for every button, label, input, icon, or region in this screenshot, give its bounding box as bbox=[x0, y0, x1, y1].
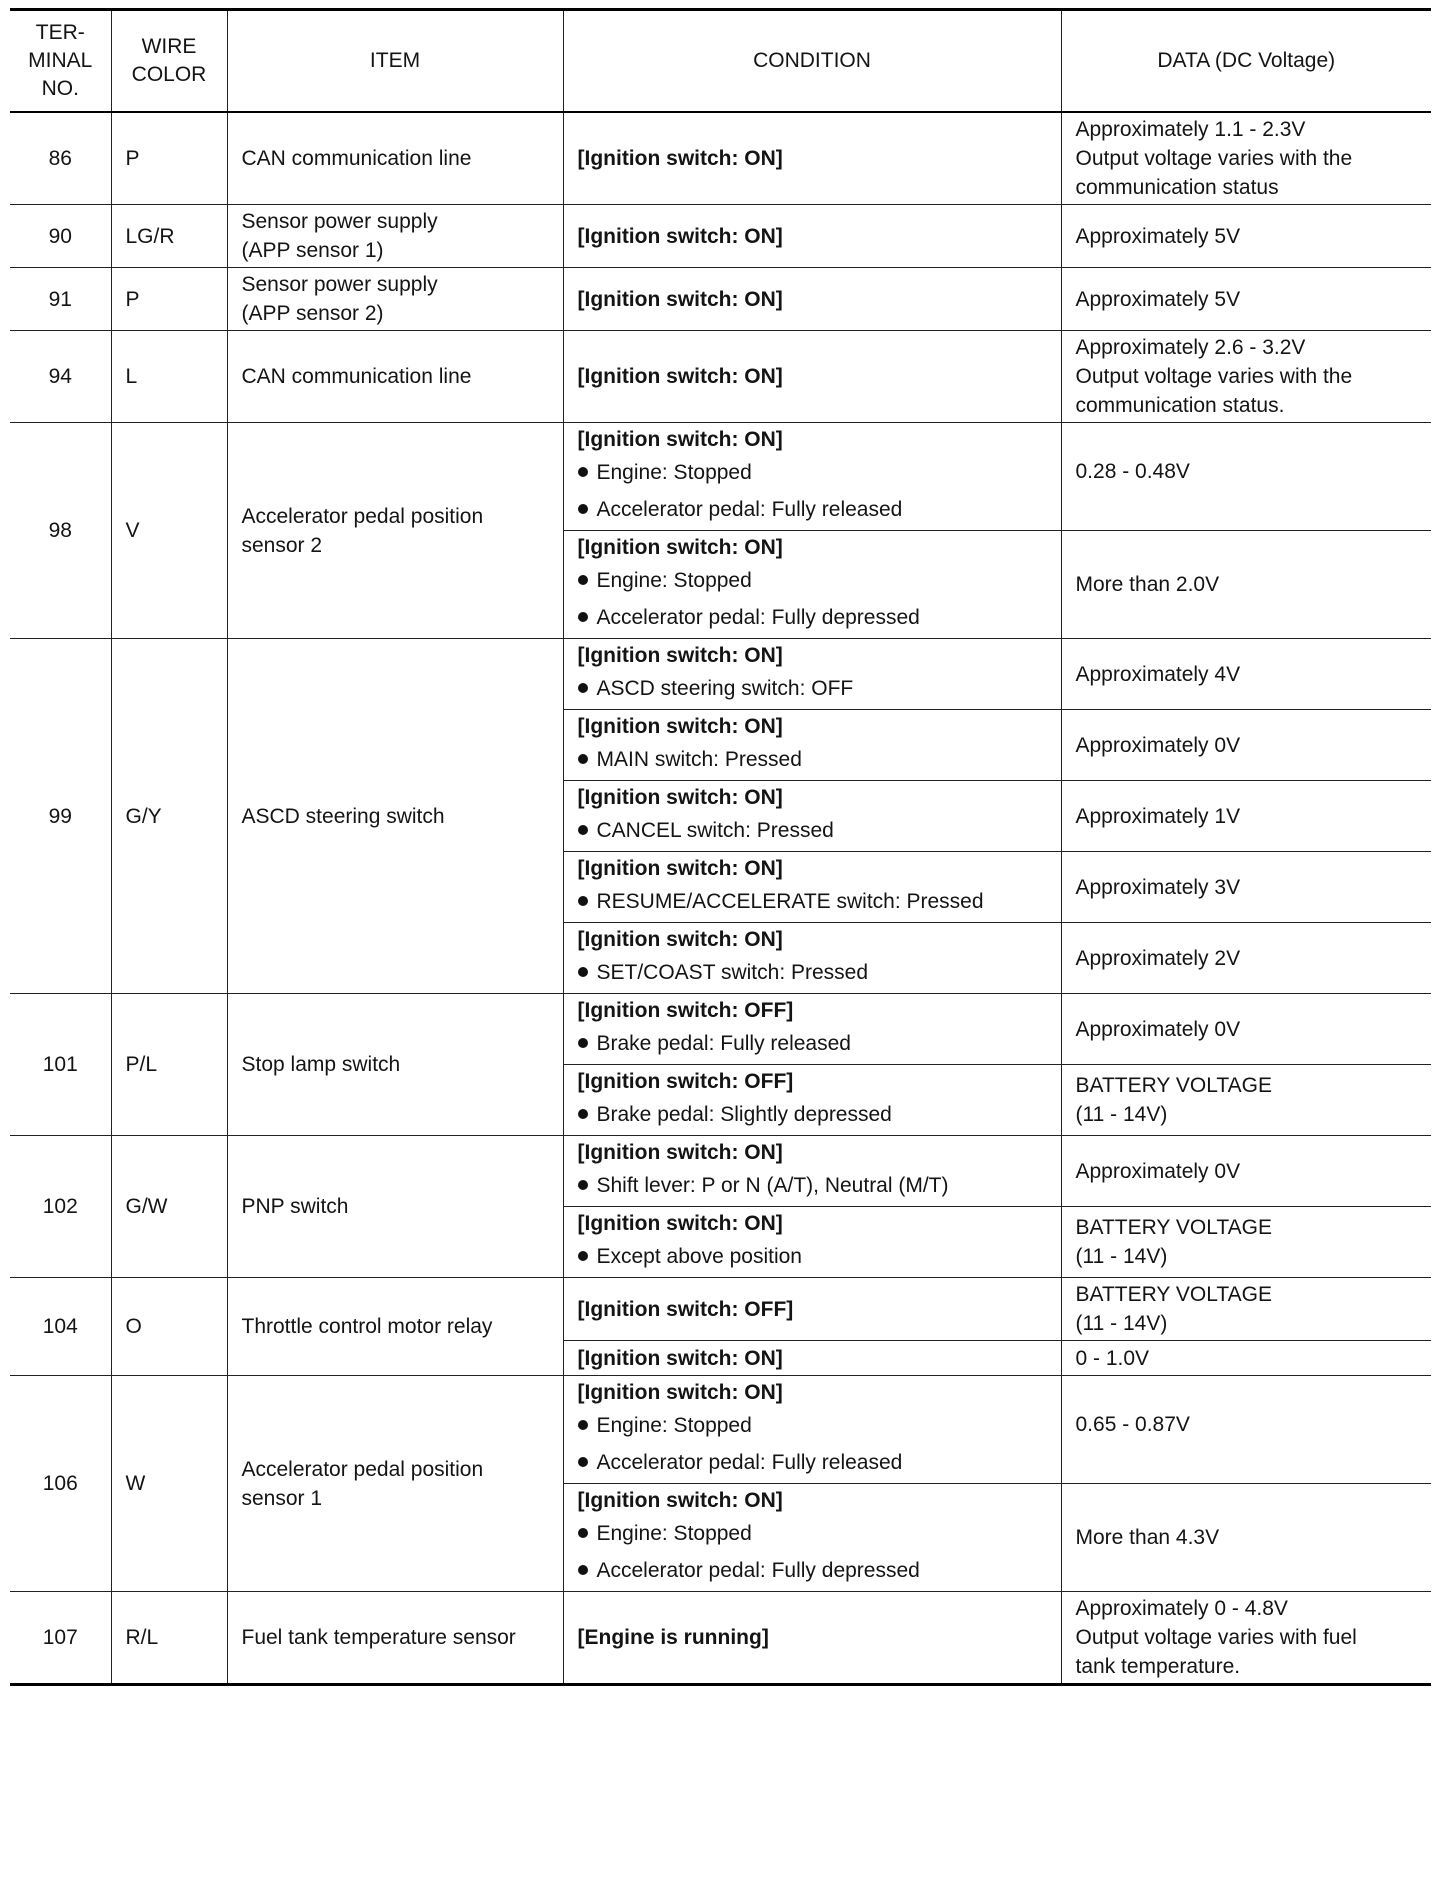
wire-color-cell: P bbox=[111, 112, 227, 205]
condition-heading: [Ignition switch: ON] bbox=[577, 857, 783, 880]
condition-cell bbox=[563, 205, 1061, 268]
ecm-terminal-table bbox=[10, 8, 1431, 1686]
bullet-text: Engine: Stopped bbox=[596, 569, 752, 592]
data-voltage-cell: 0.28 - 0.48V bbox=[1061, 423, 1431, 531]
condition-cell bbox=[563, 112, 1061, 205]
condition-bullet bbox=[578, 1167, 1047, 1204]
wire-color-cell: LG/R bbox=[111, 205, 227, 268]
data-voltage-cell: More than 4.3V bbox=[1061, 1484, 1431, 1592]
data-voltage-cell: Approximately 0V bbox=[1061, 710, 1431, 781]
terminal-table-container bbox=[10, 8, 1431, 1686]
bullet-dot-icon bbox=[578, 1109, 588, 1119]
table-row bbox=[10, 331, 1431, 423]
data-voltage-cell: Approximately 0V bbox=[1061, 994, 1431, 1065]
condition-bullet bbox=[578, 491, 1047, 528]
condition-bullet bbox=[578, 1238, 1047, 1275]
condition-cell bbox=[563, 423, 1061, 531]
terminal-number-cell: 94 bbox=[10, 331, 111, 423]
header-terminal-no: TER- MINAL NO. bbox=[10, 10, 111, 113]
table-row bbox=[10, 1136, 1431, 1207]
header-condition: CONDITION bbox=[563, 10, 1061, 113]
condition-bullet bbox=[578, 954, 1047, 991]
condition-heading: [Ignition switch: ON] bbox=[577, 147, 783, 170]
bullet-text: Engine: Stopped bbox=[596, 461, 752, 484]
condition-heading: [Ignition switch: OFF] bbox=[577, 999, 794, 1022]
bullet-dot-icon bbox=[578, 1038, 588, 1048]
condition-bullet bbox=[578, 562, 1047, 599]
data-voltage-cell: BATTERY VOLTAGE (11 - 14V) bbox=[1061, 1065, 1431, 1136]
bullet-dot-icon bbox=[578, 1420, 588, 1430]
condition-cell bbox=[563, 268, 1061, 331]
terminal-number-cell: 107 bbox=[10, 1592, 111, 1685]
table-row bbox=[10, 1278, 1431, 1341]
item-cell: ASCD steering switch bbox=[227, 639, 563, 994]
condition-cell bbox=[563, 331, 1061, 423]
condition-heading: [Ignition switch: ON] bbox=[577, 1381, 783, 1404]
wire-color-cell: R/L bbox=[111, 1592, 227, 1685]
table-body bbox=[10, 112, 1431, 1685]
condition-heading: [Ignition switch: ON] bbox=[577, 928, 783, 951]
wire-color-cell: O bbox=[111, 1278, 227, 1376]
condition-bullet bbox=[578, 1025, 1047, 1062]
bullet-text: MAIN switch: Pressed bbox=[596, 748, 802, 771]
data-voltage-cell: Approximately 3V bbox=[1061, 852, 1431, 923]
bullet-dot-icon bbox=[578, 1565, 588, 1575]
terminal-number-cell: 86 bbox=[10, 112, 111, 205]
table-row bbox=[10, 639, 1431, 710]
data-voltage-cell: Approximately 2V bbox=[1061, 923, 1431, 994]
terminal-number-cell: 106 bbox=[10, 1376, 111, 1592]
condition-cell bbox=[563, 1207, 1061, 1278]
bullet-text: Brake pedal: Slightly depressed bbox=[596, 1103, 892, 1126]
item-cell: Sensor power supply (APP sensor 1) bbox=[227, 205, 563, 268]
condition-heading: [Ignition switch: OFF] bbox=[577, 1070, 794, 1093]
bullet-text: SET/COAST switch: Pressed bbox=[596, 961, 869, 984]
table-row bbox=[10, 205, 1431, 268]
condition-bullet bbox=[578, 1096, 1047, 1133]
data-voltage-cell: 0.65 - 0.87V bbox=[1061, 1376, 1431, 1484]
condition-cell bbox=[563, 1136, 1061, 1207]
bullet-text: ASCD steering switch: OFF bbox=[596, 677, 854, 700]
bullet-text: Accelerator pedal: Fully depressed bbox=[596, 1559, 920, 1582]
condition-heading: [Engine is running] bbox=[577, 1626, 769, 1649]
condition-heading: [Ignition switch: ON] bbox=[577, 365, 783, 388]
table-row bbox=[10, 994, 1431, 1065]
condition-heading: [Ignition switch: OFF] bbox=[577, 1297, 794, 1321]
bullet-dot-icon bbox=[578, 896, 588, 906]
condition-cell bbox=[563, 781, 1061, 852]
bullet-dot-icon bbox=[578, 1251, 588, 1261]
bullet-text: Accelerator pedal: Fully released bbox=[596, 498, 903, 521]
condition-heading: [Ignition switch: ON] bbox=[577, 428, 783, 451]
bullet-text: Engine: Stopped bbox=[596, 1414, 752, 1437]
table-row bbox=[10, 112, 1431, 205]
terminal-number-cell: 98 bbox=[10, 423, 111, 639]
table-row bbox=[10, 423, 1431, 531]
condition-cell bbox=[563, 852, 1061, 923]
data-voltage-cell: More than 2.0V bbox=[1061, 531, 1431, 639]
header-item: ITEM bbox=[227, 10, 563, 113]
wire-color-cell: L bbox=[111, 331, 227, 423]
bullet-dot-icon bbox=[578, 967, 588, 977]
condition-cell bbox=[563, 994, 1061, 1065]
condition-cell bbox=[563, 923, 1061, 994]
terminal-number-cell: 90 bbox=[10, 205, 111, 268]
wire-color-cell: P/L bbox=[111, 994, 227, 1136]
item-cell: Accelerator pedal position sensor 1 bbox=[227, 1376, 563, 1592]
condition-bullet bbox=[578, 1515, 1047, 1552]
item-cell: Throttle control motor relay bbox=[227, 1278, 563, 1376]
item-cell: PNP switch bbox=[227, 1136, 563, 1278]
condition-cell bbox=[563, 1341, 1061, 1376]
table-row bbox=[10, 1592, 1431, 1685]
data-voltage-cell: Approximately 2.6 - 3.2V Output voltage varies with the communication status. bbox=[1061, 331, 1431, 423]
bullet-dot-icon bbox=[578, 1528, 588, 1538]
condition-cell bbox=[563, 710, 1061, 781]
condition-heading: [Ignition switch: ON] bbox=[577, 786, 783, 809]
condition-heading: [Ignition switch: ON] bbox=[577, 224, 783, 248]
bullet-text: CANCEL switch: Pressed bbox=[596, 819, 834, 842]
data-voltage-cell: Approximately 5V bbox=[1061, 268, 1431, 331]
condition-cell bbox=[563, 1376, 1061, 1484]
condition-heading: [Ignition switch: ON] bbox=[577, 536, 783, 559]
bullet-text: Brake pedal: Fully released bbox=[596, 1032, 851, 1055]
bullet-dot-icon bbox=[578, 575, 588, 585]
table-row bbox=[10, 268, 1431, 331]
data-voltage-cell: Approximately 1V bbox=[1061, 781, 1431, 852]
data-voltage-cell: Approximately 4V bbox=[1061, 639, 1431, 710]
condition-heading: [Ignition switch: ON] bbox=[577, 1141, 783, 1164]
header-data: DATA (DC Voltage) bbox=[1061, 10, 1431, 113]
wire-color-cell: G/Y bbox=[111, 639, 227, 994]
condition-cell bbox=[563, 1065, 1061, 1136]
condition-bullet bbox=[578, 670, 1047, 707]
wire-color-cell: P bbox=[111, 268, 227, 331]
condition-bullet bbox=[578, 1407, 1047, 1444]
condition-cell bbox=[563, 531, 1061, 639]
terminal-number-cell: 99 bbox=[10, 639, 111, 994]
condition-bullet bbox=[578, 599, 1047, 636]
bullet-dot-icon bbox=[578, 467, 588, 477]
condition-bullet bbox=[578, 812, 1047, 849]
condition-heading: [Ignition switch: ON] bbox=[577, 715, 783, 738]
condition-bullet bbox=[578, 883, 1047, 920]
bullet-dot-icon bbox=[578, 504, 588, 514]
header-row bbox=[10, 10, 1431, 113]
bullet-dot-icon bbox=[578, 825, 588, 835]
bullet-dot-icon bbox=[578, 612, 588, 622]
condition-bullet bbox=[578, 1444, 1047, 1481]
condition-cell bbox=[563, 1278, 1061, 1341]
item-cell: Sensor power supply (APP sensor 2) bbox=[227, 268, 563, 331]
condition-cell bbox=[563, 1484, 1061, 1592]
data-voltage-cell: Approximately 0V bbox=[1061, 1136, 1431, 1207]
condition-heading: [Ignition switch: ON] bbox=[577, 644, 783, 667]
header-wire-color: WIRE COLOR bbox=[111, 10, 227, 113]
data-voltage-cell: BATTERY VOLTAGE (11 - 14V) bbox=[1061, 1278, 1431, 1341]
data-voltage-cell: 0 - 1.0V bbox=[1061, 1341, 1431, 1376]
item-cell: CAN communication line bbox=[227, 112, 563, 205]
terminal-number-cell: 101 bbox=[10, 994, 111, 1136]
wire-color-cell: V bbox=[111, 423, 227, 639]
bullet-dot-icon bbox=[578, 1180, 588, 1190]
condition-heading: [Ignition switch: ON] bbox=[577, 1346, 783, 1370]
condition-heading: [Ignition switch: ON] bbox=[577, 1489, 783, 1512]
item-cell: Fuel tank temperature sensor bbox=[227, 1592, 563, 1685]
bullet-text: Except above position bbox=[596, 1245, 802, 1268]
data-voltage-cell: Approximately 5V bbox=[1061, 205, 1431, 268]
terminal-number-cell: 91 bbox=[10, 268, 111, 331]
bullet-dot-icon bbox=[578, 1457, 588, 1467]
item-cell: Stop lamp switch bbox=[227, 994, 563, 1136]
data-voltage-cell: Approximately 0 - 4.8V Output voltage varies with fuel tank temperature. bbox=[1061, 1592, 1431, 1685]
table-header bbox=[10, 10, 1431, 113]
wire-color-cell: G/W bbox=[111, 1136, 227, 1278]
condition-cell bbox=[563, 1592, 1061, 1685]
table-row bbox=[10, 1376, 1431, 1484]
data-voltage-cell: BATTERY VOLTAGE (11 - 14V) bbox=[1061, 1207, 1431, 1278]
condition-cell bbox=[563, 639, 1061, 710]
condition-heading: [Ignition switch: ON] bbox=[577, 1212, 783, 1235]
terminal-number-cell: 102 bbox=[10, 1136, 111, 1278]
bullet-text: RESUME/ACCELERATE switch: Pressed bbox=[596, 890, 984, 913]
condition-bullet bbox=[578, 741, 1047, 778]
bullet-text: Accelerator pedal: Fully depressed bbox=[596, 606, 920, 629]
bullet-text: Engine: Stopped bbox=[596, 1522, 752, 1545]
item-cell: CAN communication line bbox=[227, 331, 563, 423]
bullet-text: Accelerator pedal: Fully released bbox=[596, 1451, 903, 1474]
wire-color-cell: W bbox=[111, 1376, 227, 1592]
bullet-dot-icon bbox=[578, 683, 588, 693]
condition-bullet bbox=[578, 1552, 1047, 1589]
bullet-text: Shift lever: P or N (A/T), Neutral (M/T) bbox=[596, 1174, 949, 1197]
terminal-number-cell: 104 bbox=[10, 1278, 111, 1376]
condition-bullet bbox=[578, 454, 1047, 491]
item-cell: Accelerator pedal position sensor 2 bbox=[227, 423, 563, 639]
bullet-dot-icon bbox=[578, 754, 588, 764]
data-voltage-cell: Approximately 1.1 - 2.3V Output voltage varies with the communication status bbox=[1061, 112, 1431, 205]
condition-heading: [Ignition switch: ON] bbox=[577, 287, 783, 311]
